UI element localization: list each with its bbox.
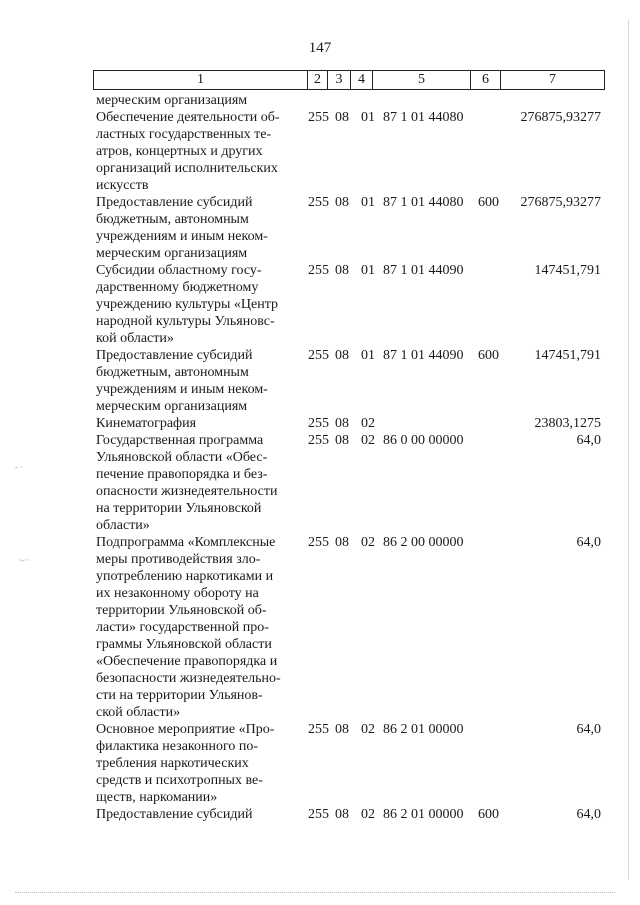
description-line: мерческим организациям	[96, 246, 248, 261]
header-col-7: 7	[549, 72, 556, 87]
description-line: их незаконному обороту на	[96, 586, 259, 601]
cell-c2: 255	[308, 110, 329, 125]
cell-c4: 01	[361, 348, 375, 363]
cell-c7: 23803,1275	[534, 416, 601, 431]
table-row	[0, 347, 640, 415]
row-description	[96, 806, 300, 823]
cell-c5: 87 1 01 44090	[383, 348, 464, 363]
description-line: Государственная программа	[96, 433, 264, 448]
description-line: мерческим организациям	[96, 93, 248, 108]
description-line: ласти» государственной про-	[96, 620, 269, 635]
cell-c3: 08	[335, 110, 349, 125]
header-col-6: 6	[471, 71, 501, 89]
cell-c7: 64,0	[576, 535, 601, 550]
description-line: Основное мероприятие «Про-	[96, 722, 275, 737]
description-line: Кинематография	[96, 416, 197, 431]
cell-c4: 02	[361, 807, 375, 822]
cell-c2: 255	[308, 263, 329, 278]
description-line: бюджетным, автономным	[96, 365, 249, 380]
cell-c7: 64,0	[576, 722, 601, 737]
description-line: безопасности жизнедеятельно-	[96, 671, 281, 686]
description-line: учреждению культуры «Центр	[96, 297, 278, 312]
cell-c7: 276875,93277	[520, 195, 601, 210]
cell-c7: 64,0	[576, 807, 601, 822]
cell-c6: 600	[478, 807, 499, 822]
cell-c3: 08	[335, 263, 349, 278]
cell-c6: 600	[478, 195, 499, 210]
row-description	[96, 415, 300, 432]
description-line: меры противодействия зло-	[96, 552, 261, 567]
cell-c5: 86 2 00 00000	[383, 535, 464, 550]
table-row	[0, 194, 640, 262]
cell-c5: 87 1 01 44080	[383, 195, 464, 210]
cell-c4: 02	[361, 433, 375, 448]
description-line: Субсидии областному госу-	[96, 263, 262, 278]
row-description	[96, 721, 300, 806]
cell-c4: 01	[361, 110, 375, 125]
cell-c2: 255	[308, 535, 329, 550]
description-line: народной культуры Ульяновс-	[96, 314, 275, 329]
cell-c7: 147451,791	[534, 263, 601, 278]
table-row	[0, 432, 640, 534]
cell-c7: 147451,791	[534, 348, 601, 363]
cell-c7: 276875,93277	[520, 110, 601, 125]
cell-c5: 86 2 01 00000	[383, 807, 464, 822]
row-description	[96, 432, 300, 534]
description-line: Подпрограмма «Комплексные	[96, 535, 276, 550]
header-col-5: 5	[373, 71, 471, 89]
scan-mark: ·-··	[18, 555, 30, 565]
header-col-1: 1	[94, 71, 308, 89]
scan-bottom-rule	[15, 892, 615, 893]
cell-c2: 255	[308, 348, 329, 363]
cell-c3: 08	[335, 195, 349, 210]
cell-c4: 01	[361, 263, 375, 278]
description-line: учреждениям и иным неком-	[96, 229, 268, 244]
description-line: Предоставление субсидий	[96, 348, 253, 363]
description-line: Предоставление субсидий	[96, 195, 253, 210]
cell-c3: 08	[335, 433, 349, 448]
cell-c3: 08	[335, 807, 349, 822]
description-line: граммы Ульяновской области	[96, 637, 272, 652]
description-line: бюджетным, автономным	[96, 212, 249, 227]
header-col-4: 4	[351, 71, 373, 89]
description-line: филактика незаконного по-	[96, 739, 259, 754]
table-row	[0, 534, 640, 721]
cell-c2: 255	[308, 416, 329, 431]
description-line: «Обеспечение правопорядка и	[96, 654, 278, 669]
cell-c4: 02	[361, 416, 375, 431]
page-number: 147	[308, 40, 332, 56]
row-description	[96, 92, 300, 109]
description-line: искусств	[96, 178, 149, 193]
description-line: ластных государственных те-	[96, 127, 272, 142]
table-body	[0, 92, 640, 823]
cell-c2: 255	[308, 433, 329, 448]
table-row	[0, 92, 640, 109]
description-line: организаций исполнительских	[96, 161, 278, 176]
cell-c4: 01	[361, 195, 375, 210]
description-line: Предоставление субсидий	[96, 807, 253, 822]
cell-c2: 255	[308, 722, 329, 737]
table-header	[93, 70, 605, 90]
description-line: на территории Ульяновской	[96, 501, 262, 516]
description-line: требления наркотических	[96, 756, 249, 771]
header-col-2: 2	[308, 71, 328, 89]
description-line: атров, концертных и других	[96, 144, 263, 159]
table-row	[0, 806, 640, 823]
cell-c6: 600	[478, 348, 499, 363]
row-description	[96, 534, 300, 721]
description-line: кой области»	[96, 331, 174, 346]
cell-c5: 86 2 01 00000	[383, 722, 464, 737]
description-line: дарственному бюджетному	[96, 280, 259, 295]
description-line: средств и психотропных ве-	[96, 773, 263, 788]
description-line: употреблению наркотиками и	[96, 569, 274, 584]
cell-c5: 86 0 00 00000	[383, 433, 464, 448]
row-description	[96, 347, 300, 415]
scan-mark: - ·	[15, 462, 24, 472]
table-row	[0, 109, 640, 194]
table-row	[0, 262, 640, 347]
row-description	[96, 109, 300, 194]
cell-c3: 08	[335, 722, 349, 737]
cell-c3: 08	[335, 348, 349, 363]
header-col-3: 3	[328, 71, 351, 89]
description-line: Обеспечение деятельности об-	[96, 110, 280, 125]
cell-c2: 255	[308, 807, 329, 822]
description-line: мерческим организациям	[96, 399, 248, 414]
table-row	[0, 721, 640, 806]
cell-c3: 08	[335, 416, 349, 431]
description-line: ской области»	[96, 705, 181, 720]
description-line: Ульяновской области «Обес-	[96, 450, 268, 465]
description-line: опасности жизнедеятельности	[96, 484, 278, 499]
cell-c2: 255	[308, 195, 329, 210]
cell-c3: 08	[335, 535, 349, 550]
description-line: сти на территории Ульянов-	[96, 688, 263, 703]
cell-c7: 64,0	[576, 433, 601, 448]
description-line: печение правопорядка и без-	[96, 467, 268, 482]
cell-c4: 02	[361, 722, 375, 737]
table-row	[0, 415, 640, 432]
description-line: ществ, наркомании»	[96, 790, 218, 805]
cell-c4: 02	[361, 535, 375, 550]
description-line: учреждениям и иным неком-	[96, 382, 268, 397]
row-description	[96, 194, 300, 262]
description-line: территории Ульяновской об-	[96, 603, 267, 618]
cell-c5: 87 1 01 44080	[383, 110, 464, 125]
row-description	[96, 262, 300, 347]
description-line: области»	[96, 518, 150, 533]
cell-c5: 87 1 01 44090	[383, 263, 464, 278]
